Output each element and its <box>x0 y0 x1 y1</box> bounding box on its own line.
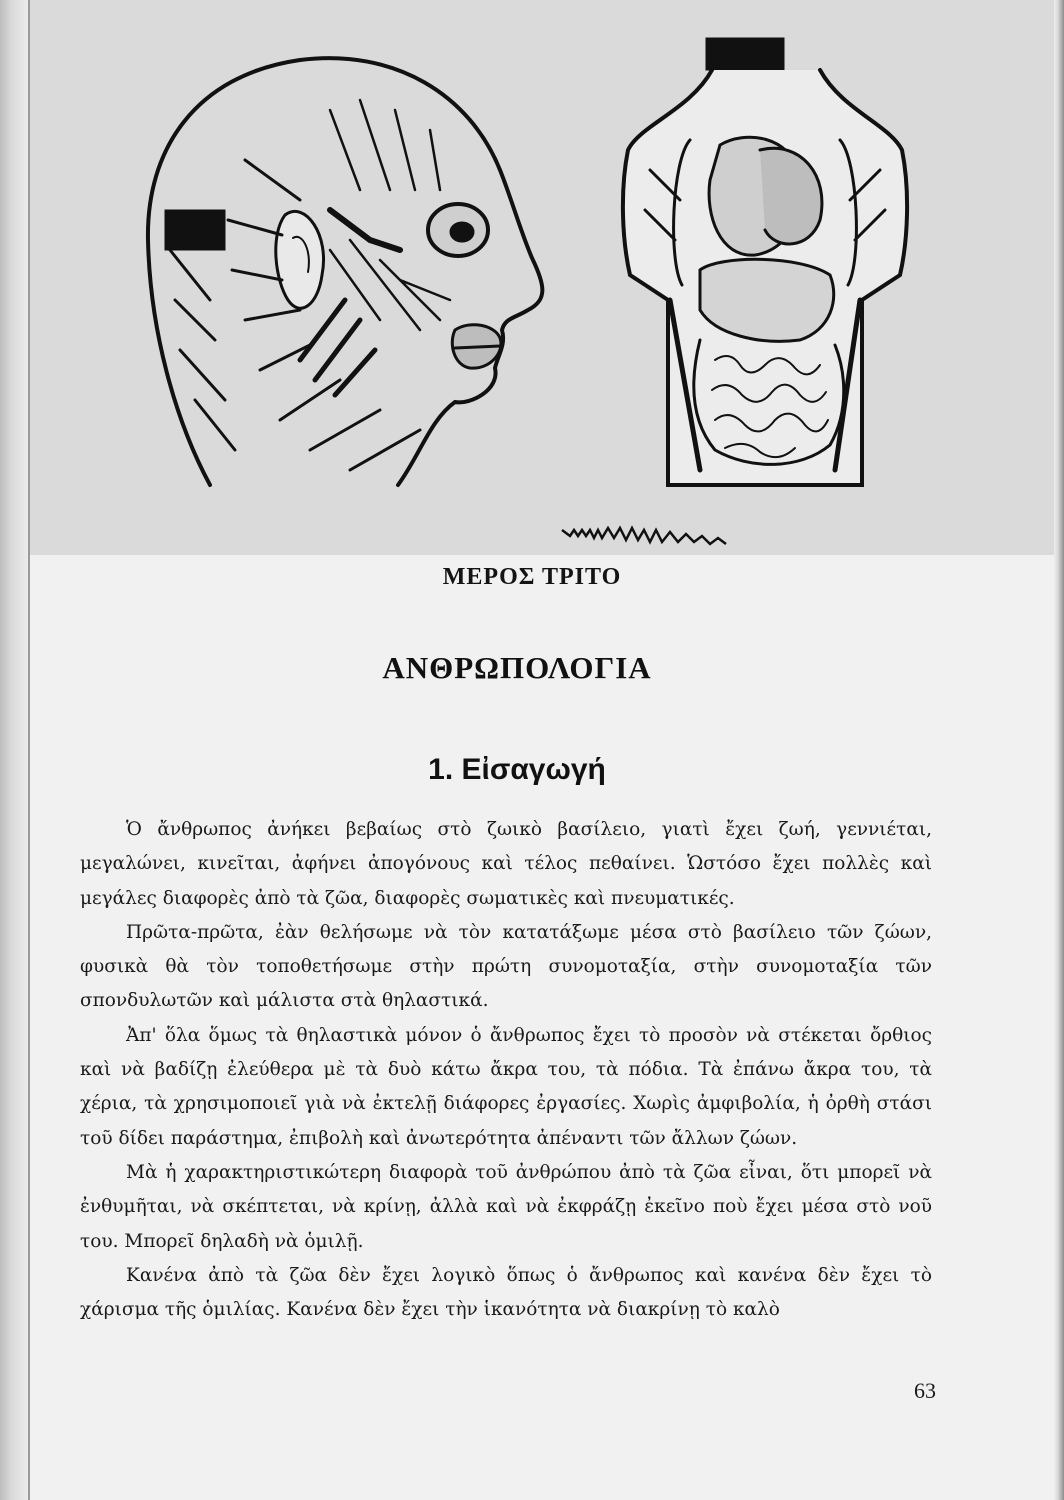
torso-organs-illustration <box>623 38 907 485</box>
illustrations <box>0 0 1064 555</box>
page-title: ΑΝΘΡΩΠΟΛΟΓΙΑ <box>382 650 652 685</box>
pen-squiggle <box>560 520 740 550</box>
head-muscles-illustration <box>148 58 542 485</box>
paragraph: Μὰ ἡ χαρακτηριστικώτερη διαφορὰ τοῦ ἀνθρώπου ἀπὸ τὰ ζῶα εἶναι, ὅτι μπορεῖ νὰ ἐνθυμῆται, νὰ σκέπτεται, νὰ κρίνῃ, ἀλλὰ καὶ νὰ ἐκφράζῃ ἐκεῖνο ποὺ ἔχει μέσα στὸ νοῦ του. Μπορεῖ δηλαδὴ νὰ ὁμιλῇ. <box>80 1161 932 1252</box>
paragraph: Πρῶτα-πρῶτα, ἐὰν θελήσωμε νὰ τὸν κατατάξωμε μέσα στὸ βασίλειο τῶν ζώων, φυσικὰ θὰ τὸν τοποθετήσωμε στὴν πρώτη συνομοταξία, στὴν συνομοταξία τῶν σπονδυλωτῶν καὶ μάλιστα στὰ θηλαστικά. <box>80 921 932 1012</box>
page-number: 63 <box>914 1378 936 1403</box>
paragraph: Κανένα ἀπὸ τὰ ζῶα δὲν ἔχει λογικὸ ὅπως ὁ ἄνθρωπος καὶ κανένα δὲν ἔχει τὸ χάρισμα τῆς ὁμιλίας. Κανένα δὲν ἔχει τὴν ἱκανότητα νὰ διακρίνῃ τὸ καλὸ <box>80 1264 932 1321</box>
paragraph: Ἀπ' ὅλα ὅμως τὰ θηλαστικὰ μόνον ὁ ἄνθρωπος ἔχει τὸ προσὸν νὰ στέκεται ὄρθιος καὶ νὰ βαδίζῃ ἐλεύθερα μὲ τὰ δυὸ κάτω ἄκρα του, τὰ πόδια. Τὰ ἐπάνω ἄκρα του, τὰ χέρια, τὰ χρησιμοποιεῖ γιὰ νὰ ἐκτελῇ διάφορες ἐργασίες. Χωρὶς ἀμφιβολία, ἡ ὀρθὴ στάσι τοῦ δίδει παράστημα, ἐπιβολὴ καὶ ἀνωτερότητα ἀπέναντι τῶν ἄλλων ζώων. <box>80 1024 932 1149</box>
body-text <box>80 813 932 1327</box>
paragraph: Ὁ ἄνθρωπος ἀνήκει βεβαίως στὸ ζωικὸ βασίλειο, γιατὶ ἔχει ζωή, γεννιέται, μεγαλώνει, κινεῖται, ἀφήνει ἀπογόνους καὶ τέλος πεθαίνει. Ὡστόσο ἔχει πολλὲς καὶ μεγάλες διαφορὲς ἀπὸ τὰ ζῶα, διαφορὲς σωματικὲς καὶ πνευματικές. <box>80 819 932 909</box>
chapter-heading: 1. Εἰσαγωγή <box>428 753 606 786</box>
part-label: ΜΕΡΟΣ ΤΡΙΤΟ <box>442 564 622 590</box>
